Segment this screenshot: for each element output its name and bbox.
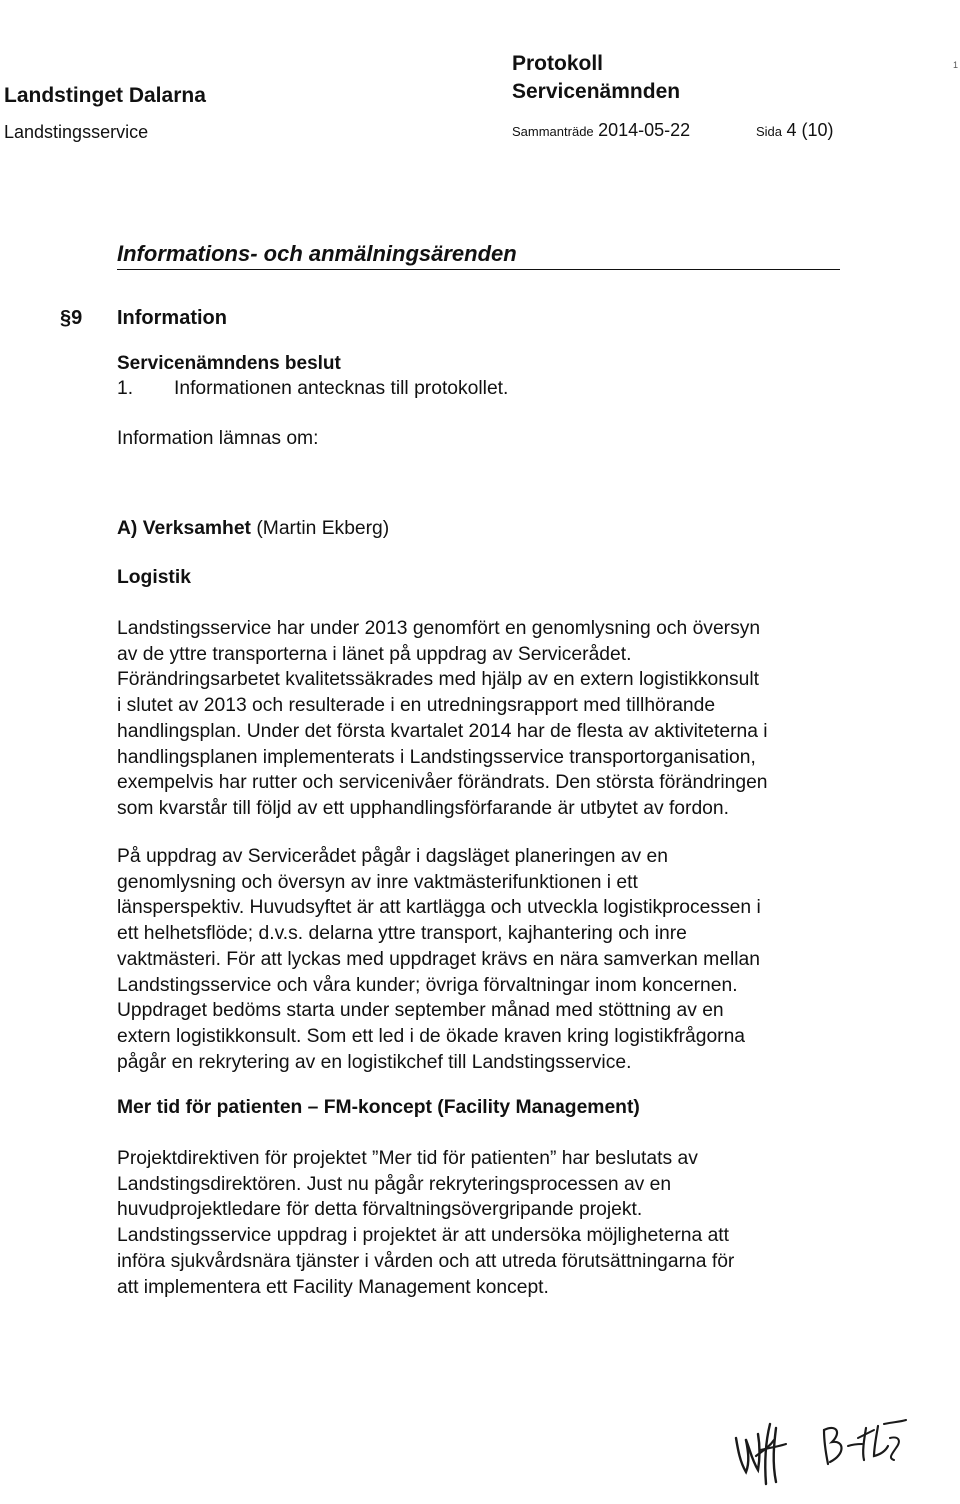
paragraph-line: som kvarstår till följd av ett upphandlingsförfarande är utbytet av fordon. xyxy=(117,797,729,819)
paragraph-line: Uppdraget bedöms starta under september månad med stöttning av en xyxy=(117,1000,724,1022)
item-number: §9 xyxy=(60,307,83,329)
decision-number: 1. xyxy=(117,378,134,399)
signature-initials-1 xyxy=(730,1410,810,1490)
paragraph-line: handlingsplan. Under det första kvartalet 2014 har de flesta av aktiviteterna i xyxy=(117,720,768,742)
signature-initials-2 xyxy=(818,1418,914,1476)
item-title: Information xyxy=(117,307,227,329)
part-a-title: Verksamhet xyxy=(142,518,251,539)
paragraph-line: ett helhetsflöde; d.v.s. delarna yttre transport, kajhantering och inre xyxy=(117,923,687,945)
decision-heading: Servicenämndens beslut xyxy=(117,353,341,374)
information-intro: Information lämnas om: xyxy=(117,428,319,449)
meeting-label: Sammanträde xyxy=(512,124,594,139)
page-value: 4 (10) xyxy=(786,120,834,140)
paragraph-line: extern logistikkonsult. Som ett led i de ökade kraven kring logistikfrågorna xyxy=(117,1025,746,1047)
document-type: Protokoll xyxy=(512,52,604,75)
page-label: Sida xyxy=(756,124,783,139)
paragraph-line: i slutet av 2013 och resulterade i en utredningsrapport med tillhörande xyxy=(117,695,716,717)
paragraph-line: vaktmästeri. För att lyckas med uppdraget krävs en nära samverkan mellan xyxy=(117,948,760,970)
paragraph-line: länsperspektiv. Huvudsyftet är att kartlägga och utveckla logistikprocessen i xyxy=(117,897,761,919)
paragraph-line: På uppdrag av Servicerådet pågår i dagsläget planeringen av en xyxy=(117,846,668,867)
part-a-presenter: (Martin Ekberg) xyxy=(256,518,390,539)
fm-paragraph xyxy=(117,1146,850,1300)
department-name: Landstingsservice xyxy=(4,122,149,142)
part-a-heading xyxy=(117,518,389,540)
page-number xyxy=(756,120,834,141)
decision-text: Informationen antecknas till protokollet. xyxy=(174,378,509,399)
organization-name: Landstinget Dalarna xyxy=(4,84,206,107)
paragraph-line: Landstingsdirektören. Just nu pågår rekryteringsprocessen av en xyxy=(117,1173,672,1195)
paragraph-line: handlingsplanen implementerats i Landstingsservice transportorganisation, xyxy=(117,746,756,768)
paragraph-line: införa sjukvårdsnära tjänster i vården och att utreda förutsättningarna för xyxy=(117,1250,735,1272)
paragraph-line: Landstingsservice uppdrag i projektet är att undersöka möjligheterna att xyxy=(117,1225,730,1247)
section-title: Informations- och anmälningsärenden xyxy=(117,241,840,270)
fm-heading: Mer tid för patienten – FM-koncept (Facility Management) xyxy=(117,1097,640,1118)
paragraph-line: Projektdirektiven för projektet ”Mer tid för patienten” har beslutats av xyxy=(117,1148,698,1169)
paragraph-line: av de yttre transporterna i länet på uppdrag av Servicerådet. xyxy=(117,643,632,665)
paragraph-line: exempelvis har rutter och servicenivåer förändrats. Den största förändringen xyxy=(117,772,768,794)
paragraph-line: Landstingsservice och våra kunder; övriga förvaltningar inom koncernen. xyxy=(117,974,738,996)
paragraph-line: pågår en rekrytering av en logistikchef till Landstingsservice. xyxy=(117,1051,632,1073)
paragraph-line: Landstingsservice har under 2013 genomfört en genomlysning och översyn xyxy=(117,618,761,639)
part-a-label: A) xyxy=(117,518,138,539)
logistik-heading: Logistik xyxy=(117,567,191,588)
meeting-date: 2014-05-22 xyxy=(598,120,691,140)
logistik-paragraph-2 xyxy=(117,844,850,1075)
meeting-info xyxy=(512,120,690,141)
paragraph-line: Förändringsarbetet kvalitetssäkrades med hjälp av en extern logistikkonsult xyxy=(117,669,759,691)
logistik-paragraph-1 xyxy=(117,616,850,822)
paragraph-line: genomlysning och översyn av inre vaktmästerifunktionen i ett xyxy=(117,871,638,893)
edge-mark: 1 xyxy=(953,60,959,70)
committee-name: Servicenämnden xyxy=(512,80,681,103)
paragraph-line: att implementera ett Facility Management koncept. xyxy=(117,1276,549,1298)
paragraph-line: huvudprojektledare för detta förvaltningsövergripande projekt. xyxy=(117,1199,643,1221)
